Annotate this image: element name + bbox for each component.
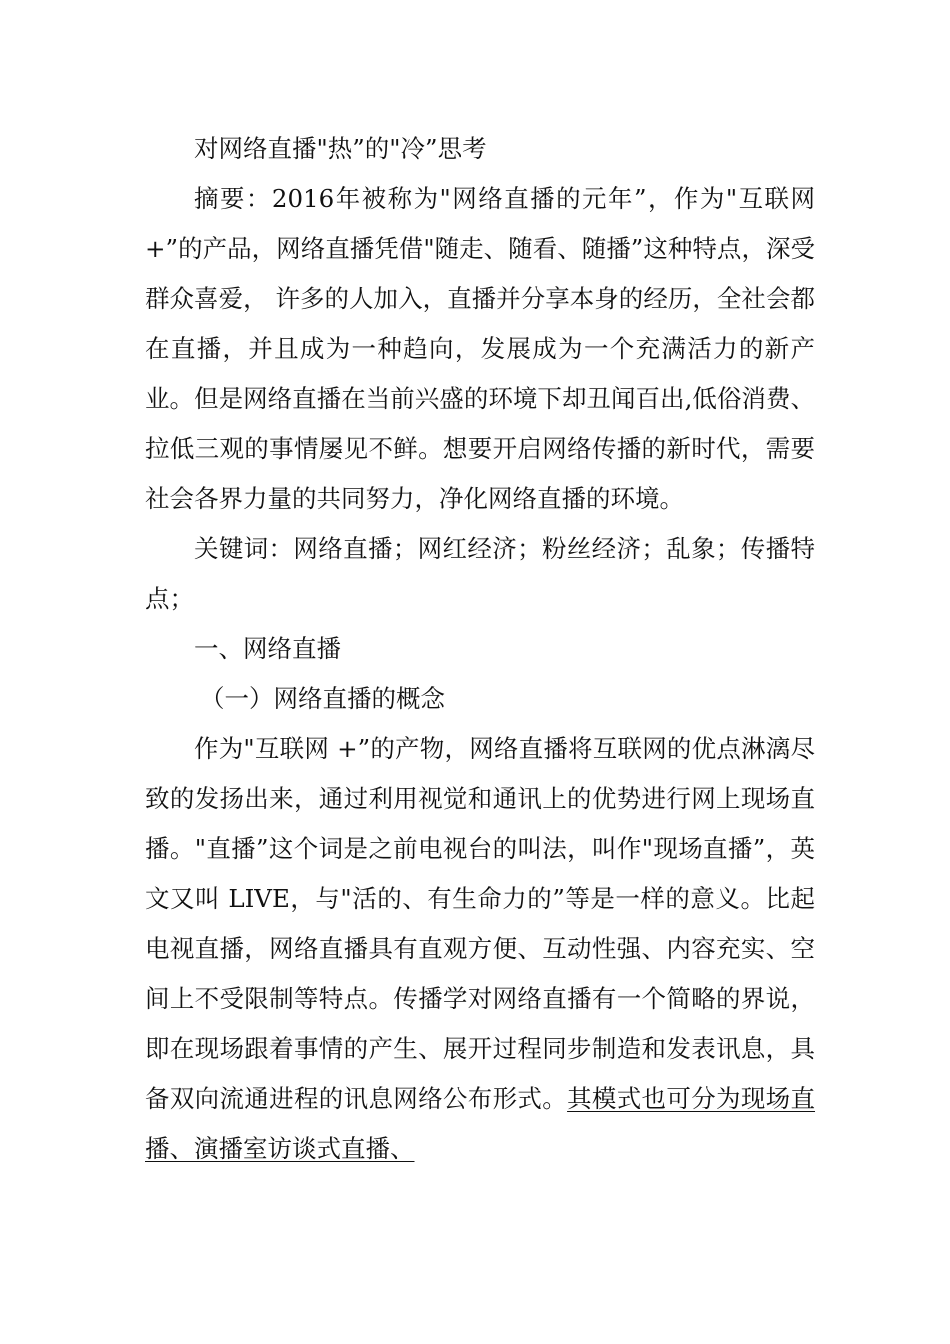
body-paragraph-underlined-text: 其模式也可分为现场直播、演播室访谈式直播、 [145,1084,816,1163]
keywords-paragraph: 关键词：网络直播；网红经济；粉丝经济；乱象；传播特点； [145,534,815,613]
body-paragraph-text: 作为"互联网 +”的产物，网络直播将互联网的优点淋漓尽致的发扬出来，通过利用视觉和通讯上的优势进行网上现场直播。"直播”这个词是之前电视台的叫法，叫作"现场直播”，英文又叫 LIVE，与"活的、有生命力的”等是一样的意义。比起电视直播，网络直播具有直观方便、互动性强、内容充实、空间上不受限制等特点。传播学对网络直播有一个简略的界说，即在现场跟着事情的产生、展开过程同步制造和发表讯息，具备双向流通进程的讯息网络公布形式。 [145,734,815,1113]
document-title: 对网络直播"热”的"冷”思考 [194,134,487,163]
document-body [145,124,815,1174]
subsection-heading: （一）网络直播的概念 [200,684,445,713]
abstract-paragraph: 摘要：2016年被称为"网络直播的元年”，作为"互联网 +”的产品，网络直播凭借"随走、随看、随播”这种特点，深受群众喜爱， 许多的人加入，直播并分享本身的经历，全社会都在直播，并且成为一种趋向，发展成为一个充满活力的新产业。但是网络直播在当前兴盛的环境下却丑闻百出,低俗消费、拉低三观的事情屡见不鲜。想要开启网络传播的新时代，需要社会各界力量的共同努力，净化网络直播的环境。 [145,184,815,513]
section-heading: 一、网络直播 [194,634,341,663]
body-paragraph [145,724,815,1174]
